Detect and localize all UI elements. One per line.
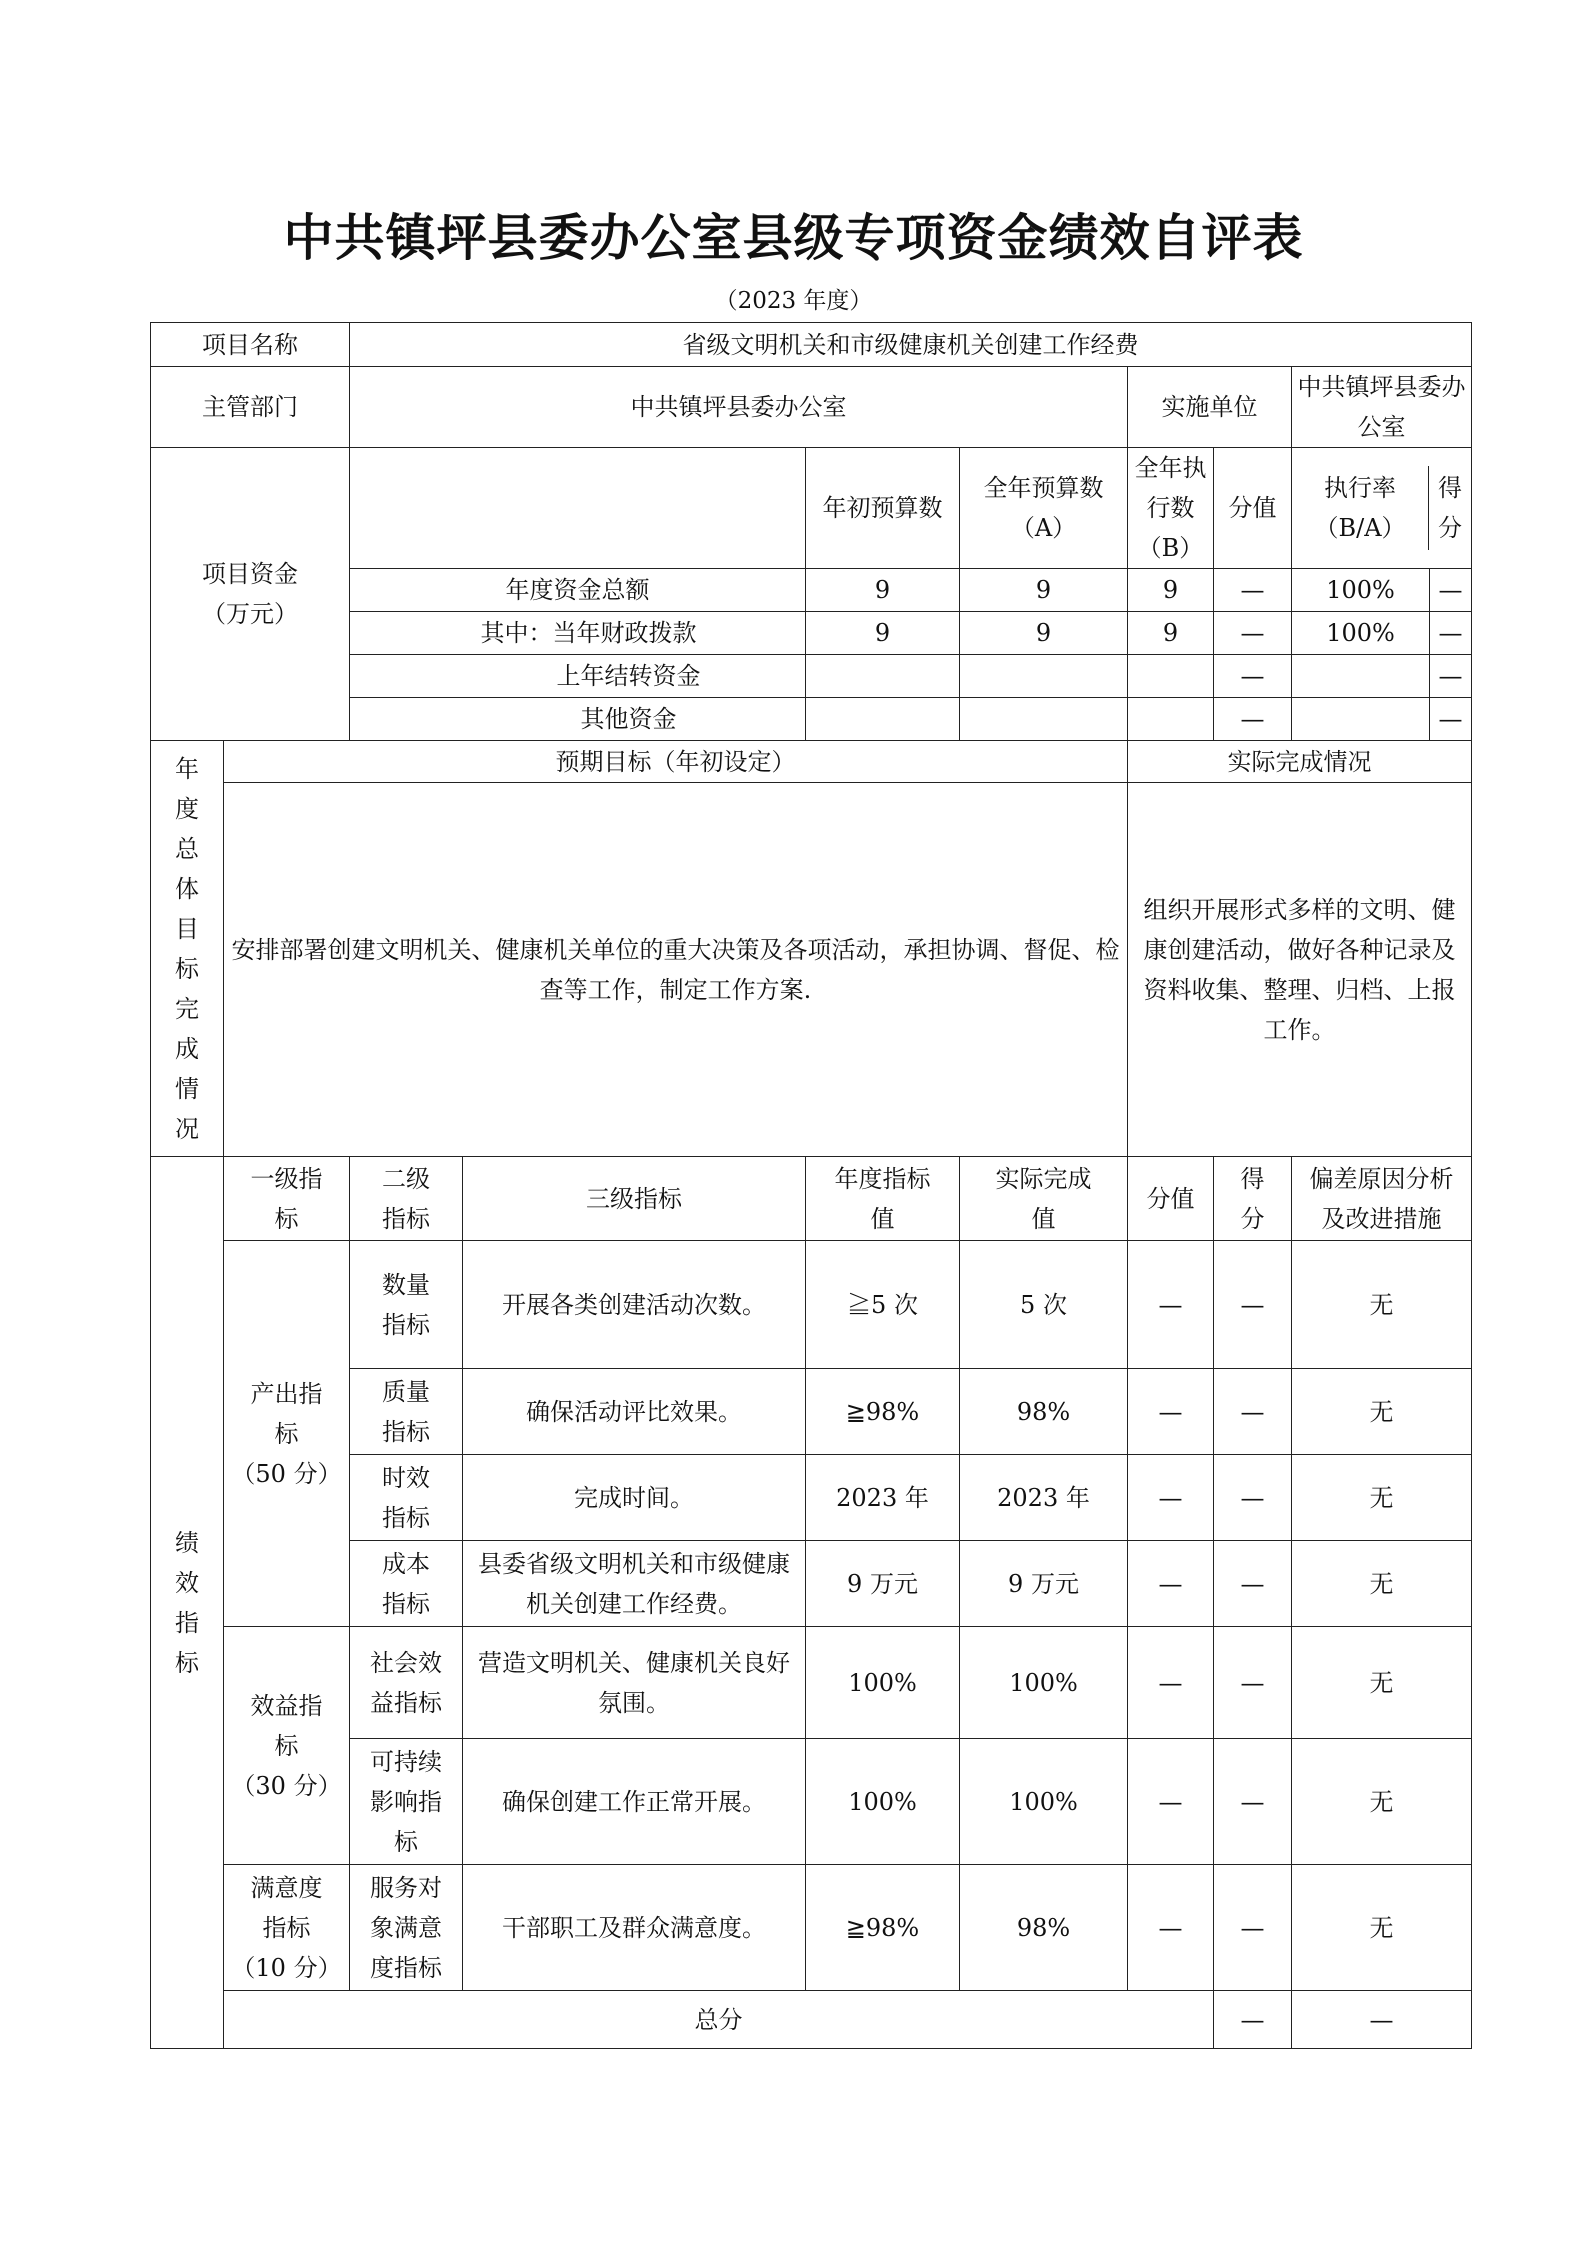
level3-cell: 完成时间。 [463,1455,806,1541]
funds-row [151,569,1472,612]
dept-label: 主管部门 [151,367,350,448]
funds-row [151,698,1472,741]
funds-row-rate-score [1292,655,1472,698]
level3-cell: 县委省级文明机关和市级健康机关创建工作经费。 [463,1541,806,1627]
dept-value: 中共镇坪县委办公室 [350,367,1128,448]
score-cell: — [1214,1739,1292,1865]
indicator-row [151,1865,1472,1991]
goals-label-char: 年 [175,754,199,783]
target-cell: ≧98% [806,1369,960,1455]
actual-cell: 98% [960,1369,1128,1455]
group-output [224,1241,350,1627]
score-value-cell: — [1128,1739,1214,1865]
impl-value: 中共镇坪县委办公室 [1292,367,1472,448]
score-cell: — [1214,1865,1292,1991]
funds-row-executed [1128,698,1214,741]
goals-label-char: 目 [175,914,199,943]
impl-label: 实施单位 [1128,367,1292,448]
funds-header-score: 得分 [1438,474,1462,542]
level2-cell: 成本指标 [350,1541,463,1627]
indicator-row [151,1541,1472,1627]
goals-label-char: 体 [175,874,199,903]
funds-row-rate-score [1292,698,1472,741]
funds-label [151,448,350,741]
funds-row-executed: 9 [1128,569,1214,612]
score-cell: — [1214,1627,1292,1739]
actual-cell: 98% [960,1865,1128,1991]
funds-header-rate-score [1292,448,1472,569]
indicator-row [151,1627,1472,1739]
funds-row-score-value: — [1214,698,1292,741]
actual-cell: 100% [960,1739,1128,1865]
funds-row [151,655,1472,698]
header-deviation: 偏差原因分析及改进措施 [1292,1157,1472,1241]
deviation-cell: 无 [1292,1865,1472,1991]
header-level3: 三级指标 [463,1157,806,1241]
evaluation-table [150,322,1472,2049]
goals-actual-text: 组织开展形式多样的文明、健康创建活动，做好各种记录及资料收集、整理、归档、上报工作。 [1128,783,1472,1157]
project-name-row [151,323,1472,367]
indicator-row [151,1241,1472,1369]
indicators-section-label [151,1157,224,2049]
header-target: 年度指标值 [806,1157,960,1241]
goals-label-char: 标 [175,954,199,983]
level2-cell: 社会效益指标 [350,1627,463,1739]
actual-cell: 9 万元 [960,1541,1128,1627]
indicators-header-row [151,1157,1472,1241]
funds-label-line1: 项目资金 [202,560,298,588]
funds-row-label: 年度资金总额 [350,569,806,612]
group-name: 满意度指标 [250,1873,323,1942]
score-value-cell: — [1128,1865,1214,1991]
funds-row-annual: 9 [960,612,1128,655]
project-name-value: 省级文明机关和市级健康机关创建工作经费 [350,323,1472,367]
target-cell: 2023 年 [806,1455,960,1541]
actual-cell: 5 次 [960,1241,1128,1369]
group-name: 产出指标 [250,1379,323,1448]
actual-cell: 100% [960,1627,1128,1739]
header-score: 得分 [1214,1157,1292,1241]
funds-row-annual [960,655,1128,698]
deviation-cell: 无 [1292,1455,1472,1541]
funds-row-executed: 9 [1128,612,1214,655]
indicators-label-char: 指 [175,1608,199,1637]
funds-row-label: 上年结转资金 [350,655,806,698]
indicator-row [151,1455,1472,1541]
goals-label-char: 情 [175,1074,199,1103]
funds-row-score-value: — [1214,612,1292,655]
funds-row-initial [806,655,960,698]
funds-header-annual: 全年预算数（A） [960,448,1128,569]
goals-expected-header: 预期目标（年初设定） [224,741,1128,783]
funds-header-row [151,448,1472,569]
target-cell: 9 万元 [806,1541,960,1627]
funds-row [151,612,1472,655]
level3-cell: 干部职工及群众满意度。 [463,1865,806,1991]
funds-row-rate-score [1292,569,1472,612]
funds-row-label: 其中：当年财政拨款 [350,612,806,655]
group-points: （30 分） [231,1771,342,1800]
actual-cell: 2023 年 [960,1455,1128,1541]
level3-cell: 确保创建工作正常开展。 [463,1739,806,1865]
funds-header-blank [350,448,806,569]
goals-actual-header: 实际完成情况 [1128,741,1472,783]
funds-header-executed: 全年执行数（B） [1128,448,1214,569]
funds-row-initial: 9 [806,612,960,655]
goals-label-char: 度 [175,794,199,823]
indicator-row [151,1369,1472,1455]
indicators-label-char: 标 [175,1648,199,1677]
funds-header-score-value: 分值 [1214,448,1292,569]
score-cell: — [1214,1455,1292,1541]
header-score-value: 分值 [1128,1157,1214,1241]
score-value-cell: — [1128,1627,1214,1739]
funds-row-annual [960,698,1128,741]
deviation-cell: 无 [1292,1369,1472,1455]
total-score-value: — [1214,1991,1292,2049]
deviation-cell: 无 [1292,1541,1472,1627]
page-title: 中共镇坪县委办公室县级专项资金绩效自评表 [283,209,1304,267]
funds-row-score: — [1438,662,1463,690]
total-label: 总分 [224,1991,1214,2049]
indicators-label-char: 效 [175,1568,199,1597]
target-cell: 100% [806,1627,960,1739]
funds-row-rate [1292,698,1430,740]
level2-cell: 可持续影响指标 [350,1739,463,1865]
indicator-row [151,1739,1472,1865]
target-cell: ≧5 次 [806,1241,960,1369]
funds-row-score-value: — [1214,655,1292,698]
funds-row-rate: 100% [1292,569,1430,611]
target-cell: ≧98% [806,1865,960,1991]
deviation-cell: 无 [1292,1627,1472,1739]
indicators-label-char: 绩 [175,1528,199,1557]
header-level2: 二级指标 [350,1157,463,1241]
score-value-cell: — [1128,1369,1214,1455]
funds-row-score: — [1438,576,1463,604]
level2-cell: 服务对象满意度指标 [350,1865,463,1991]
score-cell: — [1214,1541,1292,1627]
funds-row-score: — [1438,705,1463,733]
goals-label-char: 况 [175,1114,199,1143]
project-name-label: 项目名称 [151,323,350,367]
group-points: （50 分） [231,1459,342,1488]
group-benefit [224,1627,350,1865]
goals-label-char: 成 [175,1034,199,1063]
goals-content-row [151,783,1472,1157]
total-score: — [1292,1991,1472,2049]
level3-cell: 营造文明机关、健康机关良好氛围。 [463,1627,806,1739]
funds-row-rate-score [1292,612,1472,655]
funds-row-rate [1292,655,1430,697]
level3-cell: 确保活动评比效果。 [463,1369,806,1455]
goals-label-char: 总 [175,834,199,863]
funds-header-initial: 年初预算数 [806,448,960,569]
funds-header-exec-rate: 执行率（B/A） [1292,466,1429,550]
header-level1: 一级指标 [224,1157,350,1241]
goals-section-label [151,741,224,1157]
deviation-cell: 无 [1292,1241,1472,1369]
funds-row-initial: 9 [806,569,960,612]
header-actual: 实际完成值 [960,1157,1128,1241]
goals-label-char: 完 [175,994,199,1023]
funds-row-score-value: — [1214,569,1292,612]
department-row [151,367,1472,448]
level2-cell: 时效指标 [350,1455,463,1541]
group-satisfaction [224,1865,350,1991]
funds-row-score: — [1438,619,1463,647]
target-cell: 100% [806,1739,960,1865]
funds-row-executed [1128,655,1214,698]
group-points: （10 分） [231,1953,342,1982]
goals-expected-text: 安排部署创建文明机关、健康机关单位的重大决策及各项活动，承担协调、督促、检查等工作，制定工作方案. [224,783,1128,1157]
score-value-cell: — [1128,1541,1214,1627]
total-row [151,1991,1472,2049]
level3-cell: 开展各类创建活动次数。 [463,1241,806,1369]
score-cell: — [1214,1369,1292,1455]
funds-row-rate: 100% [1292,612,1430,654]
level2-cell: 数量指标 [350,1241,463,1369]
score-cell: — [1214,1241,1292,1369]
funds-row-label: 其他资金 [350,698,806,741]
score-value-cell: — [1128,1455,1214,1541]
score-value-cell: — [1128,1241,1214,1369]
deviation-cell: 无 [1292,1739,1472,1865]
funds-row-initial [806,698,960,741]
funds-row-annual: 9 [960,569,1128,612]
goals-header-row [151,741,1472,783]
level2-cell: 质量指标 [350,1369,463,1455]
page-subtitle: （2023 年度） [714,288,873,314]
group-name: 效益指标 [250,1691,323,1760]
funds-label-line2: （万元） [202,600,298,628]
